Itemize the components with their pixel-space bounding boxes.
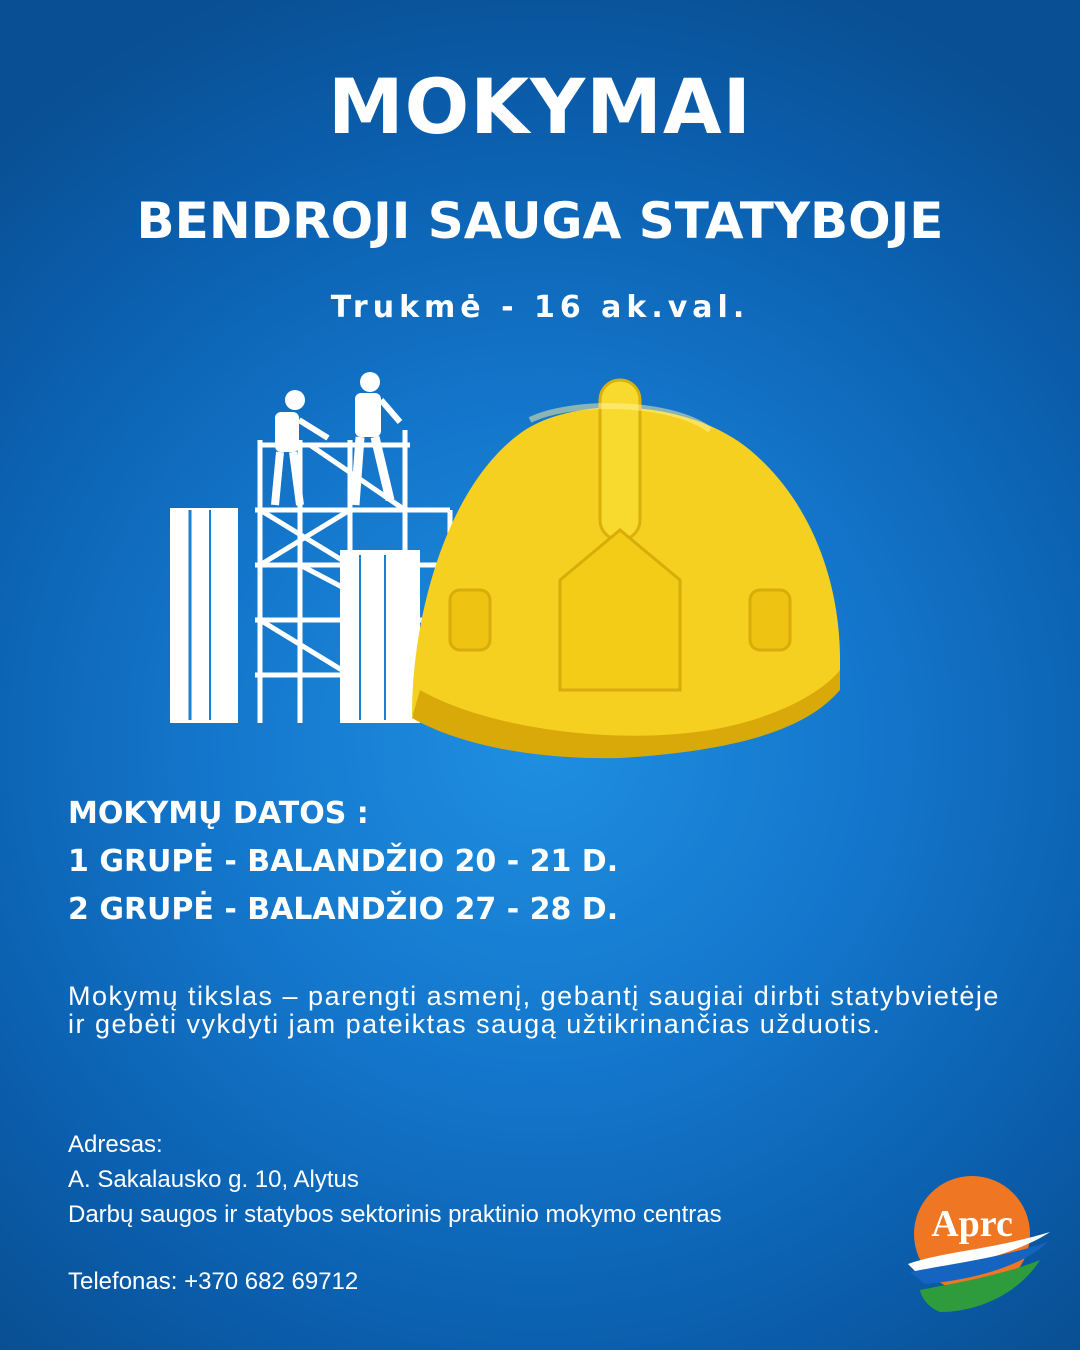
address-block [68, 1127, 722, 1232]
address-center: Darbų saugos ir statybos sektorinis praktinio mokymo centras [68, 1201, 722, 1228]
training-goal: Mokymų tikslas – parengti asmenį, gebantį saugiai dirbti statybvietėje ir gebėti vykdyti jam pateiktas saugą užtikrinančias užduotis. [68, 981, 1000, 1039]
page-title: MOKYMAI [328, 62, 752, 151]
address-label: Adresas: [68, 1131, 163, 1158]
address-street: A. Sakalausko g. 10, Alytus [68, 1166, 359, 1193]
dates-heading: MOKYMŲ DATOS : [68, 796, 369, 831]
course-duration: Trukmė - 16 ak.val. [330, 290, 750, 325]
training-dates [68, 790, 618, 934]
phone-number: Telefonas: +370 682 69712 [68, 1268, 359, 1295]
group-1-date: 1 GRUPĖ - BALANDŽIO 20 - 21 D. [68, 844, 619, 879]
hard-hat-icon [412, 380, 840, 758]
aprc-logo-icon [900, 1172, 1052, 1322]
logo-text: Aprc [931, 1203, 1013, 1245]
scaffold-workers-icon [170, 372, 450, 723]
construction-illustration [150, 360, 870, 780]
course-title: BENDROJI SAUGA STATYBOJE [136, 192, 944, 250]
group-2-date: 2 GRUPĖ - BALANDŽIO 27 - 28 D. [68, 892, 619, 927]
